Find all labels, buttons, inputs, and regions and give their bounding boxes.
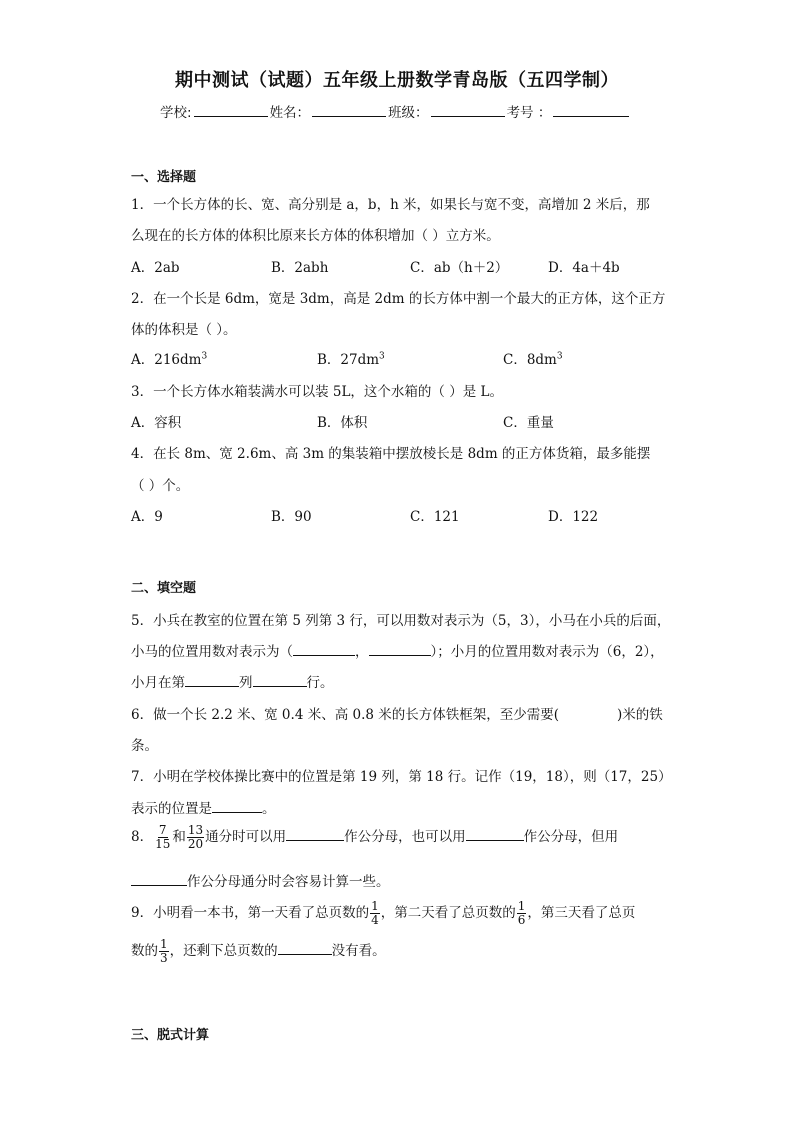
q2-option-b-text: B．27dm [317,352,380,368]
fraction-denominator: 6 [517,913,526,927]
q4-option-a[interactable]: A．9 [131,509,163,525]
exam-no-blank[interactable] [553,102,629,117]
answer-blank[interactable] [212,799,262,813]
q1-line2: 么现在的长方体的体积比原来长方体的体积增加（ ）立方米。 [131,228,500,244]
q4-option-d[interactable]: D．122 [548,509,599,525]
q8-text: 和 [172,829,186,845]
fraction-denominator: 3 [160,951,168,965]
superscript: 3 [201,351,208,362]
q1-option-c[interactable]: C．ab（h＋2） [410,260,509,276]
q9-text: ，第二天看了总页数的 [380,905,516,921]
answer-blank[interactable] [286,827,344,841]
q3-line1: 3．一个长方体水箱装满水可以装 5L，这个水箱的（ ）是 L。 [131,384,503,400]
q2-option-a-text: A．216dm [131,352,202,368]
fraction-numerator: 13 [187,823,204,837]
q1-option-b[interactable]: B．2abh [271,260,329,276]
q5-line3 [131,671,334,691]
fraction-denominator: 15 [155,837,171,851]
fraction [187,824,204,851]
superscript: 3 [556,351,563,362]
q8-text: 作公分母通分时会容易计算一些。 [187,874,390,890]
q5-text: 小月在第 [131,675,185,691]
superscript: 3 [379,351,385,362]
q2-option-c-text: C．8dm [503,352,557,368]
q8-text: 通分时可以用 [205,829,287,845]
q3-option-a[interactable]: A．容积 [131,415,182,431]
q9-text: 数的 [131,943,158,959]
q1-option-d[interactable]: D．4a＋4b [548,260,620,276]
answer-blank[interactable] [293,642,355,656]
q3-option-b[interactable]: B．体积 [317,415,368,431]
fraction [159,938,169,965]
q7-line1: 7．小明在学校体操比赛中的位置是第 19 列，第 18 行。记作（19，18），则（17，25） [131,769,672,785]
section-title-calculation: 三、脱式计算 [131,1028,210,1043]
q6-text: )米的铁 [617,707,663,723]
q9-line2 [131,938,386,965]
answer-blank[interactable] [278,941,332,955]
q4-option-b[interactable]: B．90 [271,509,312,525]
fraction-denominator: 4 [371,913,379,927]
fraction [370,900,380,927]
fraction-denominator: 20 [187,837,204,851]
fraction [517,900,527,927]
answer-blank[interactable] [185,673,239,687]
page-title: 期中测试（试题）五年级上册数学青岛版（五四学制） [175,70,619,91]
q8-text: 8． [131,829,154,845]
school-blank[interactable] [194,102,268,117]
q7-text: 。 [262,801,276,817]
q7-text: 表示的位置是 [131,801,212,817]
q9-text: 没有看。 [331,943,386,959]
q5-text: ， [355,644,369,660]
q9-text: 9．小明看一本书，第一天看了总页数的 [131,905,370,921]
q6-line1 [131,703,663,723]
q2-option-b[interactable] [317,348,385,368]
q5-line1: 5．小兵在教室的位置在第 5 列第 3 行，可以用数对表示为（5，3），小马在小兵的后面， [131,613,671,629]
section-title-choice: 一、选择题 [131,170,197,185]
q2-line1: 2．在一个长是 6dm，宽是 3dm，高是 2dm 的长方体中割一个最大的正方体，这个正方 [131,291,666,307]
q5-line2 [131,640,664,660]
name-label: 姓名： [269,105,311,121]
q9-line1 [131,900,635,927]
q4-option-c[interactable]: C．121 [410,509,460,525]
q7-line2 [131,797,276,817]
q2-option-c[interactable] [503,348,563,368]
q5-text: 行。 [306,675,334,691]
q5-text: ）；小月的位置用数对表示为（6，2）， [430,644,664,660]
answer-blank[interactable] [253,673,307,687]
q4-line2: （ ）个。 [131,478,190,494]
q1-option-a[interactable]: A．2ab [131,260,180,276]
exam-no-label: 考号 ： [506,105,552,121]
q9-text: ，第三天看了总页 [527,905,636,921]
answer-blank[interactable] [131,872,187,886]
q9-text: ，还剩下总页数的 [169,943,278,959]
section-title-fill: 二、填空题 [131,581,197,596]
fraction-numerator: 1 [160,937,168,951]
school-label: 学校: [160,105,192,121]
student-info-row [160,101,631,121]
q6-text: 6．做一个长 2.2 米、宽 0.4 米、高 0.8 米的长方体铁框架，至少需要( [131,707,560,723]
q5-text: 小马的位置用数对表示为（ [131,644,293,660]
q2-line2: 体的体积是（ ）。 [131,322,237,338]
answer-blank[interactable] [466,827,524,841]
fraction-numerator: 1 [517,899,526,913]
q4-line1: 4．在长 8m、宽 2.6m、高 3m 的集装箱中摆放棱长是 8dm 的正方体货箱，最多能摆 [131,446,651,462]
q8-text: 作公分母，也可以用 [344,829,466,845]
class-blank[interactable] [431,102,505,117]
fraction-numerator: 1 [371,899,379,913]
q8-text: 作公分母，但用 [523,829,619,845]
q2-option-a[interactable] [131,348,207,368]
name-blank[interactable] [312,102,386,117]
q5-text: 列 [239,675,253,691]
q8-line2 [131,870,390,890]
fraction [154,824,171,851]
q6-line2: 条。 [131,738,158,754]
q1-line1: 1．一个长方体的长、宽、高分别是 a，b，h 米，如果长与宽不变，高增加 2 米后，那 [131,197,650,213]
class-label: 班级： [388,105,429,121]
q3-option-c[interactable]: C．重量 [503,415,554,431]
fraction-numerator: 7 [158,823,167,837]
q8-line1 [131,824,618,851]
answer-blank[interactable] [369,642,431,656]
